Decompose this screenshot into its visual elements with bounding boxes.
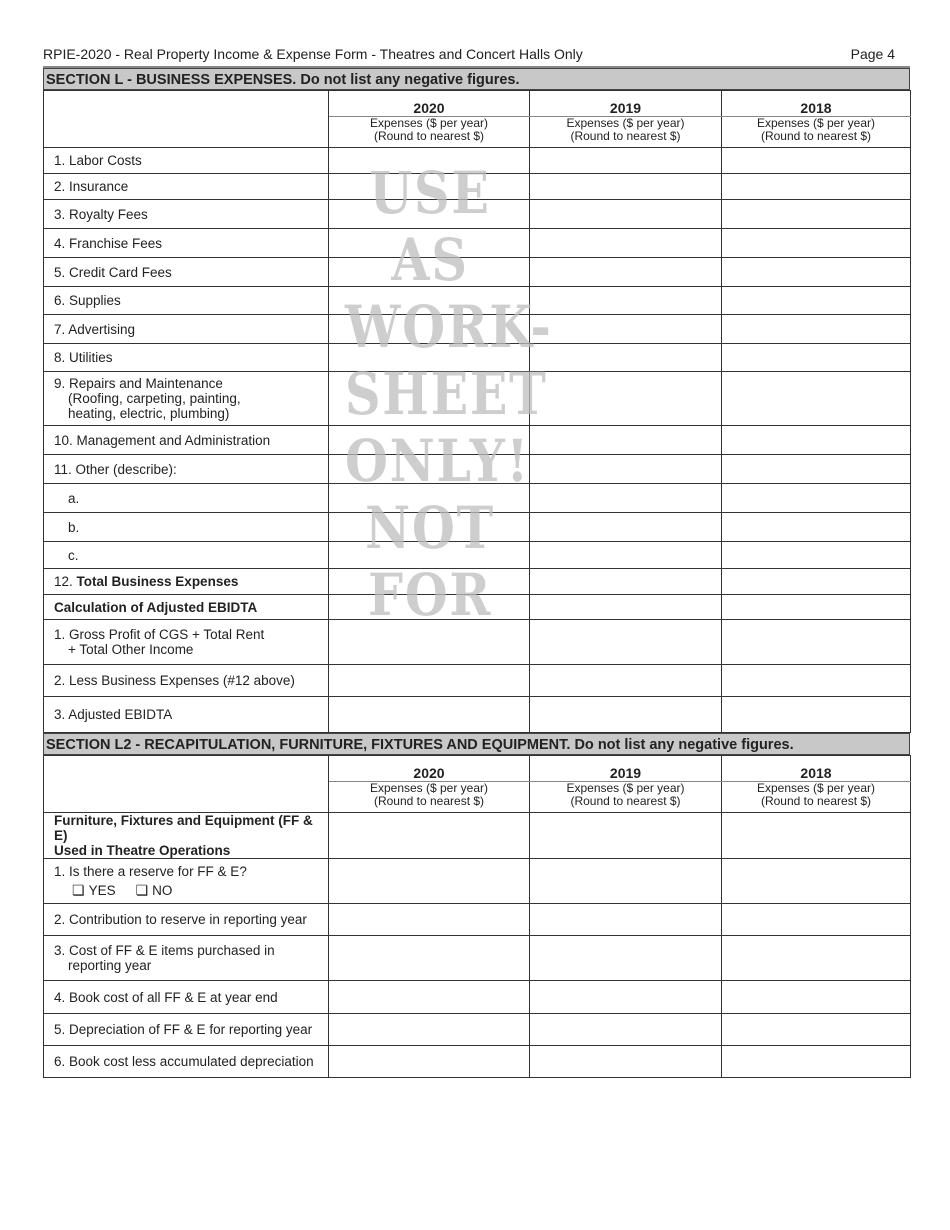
amount-input-2018[interactable] <box>722 258 911 287</box>
amount-input-2020[interactable] <box>329 258 530 287</box>
amount-input-2020[interactable] <box>329 344 530 372</box>
amount-input-2018[interactable] <box>722 1014 911 1046</box>
amount-input-2019[interactable] <box>530 258 722 287</box>
table-row <box>44 859 911 904</box>
amount-input-2019[interactable] <box>530 484 722 513</box>
table-row <box>44 620 911 665</box>
amount-input-2019[interactable] <box>530 981 722 1014</box>
amount-input-2019[interactable] <box>530 936 722 981</box>
row-label-cell <box>44 936 329 981</box>
page-number: Page 4 <box>850 46 895 62</box>
row-label-cell <box>44 229 329 258</box>
row-label: 6. Book cost less accumulated depreciation <box>54 1054 314 1069</box>
row-label: 3. Cost of FF & E items purchased in <box>54 943 275 958</box>
unit-line: Expenses ($ per year) <box>566 781 685 795</box>
row-label-cell <box>44 697 329 733</box>
row-label: Calculation of Adjusted EBIDTA <box>54 599 258 615</box>
amount-input-2019[interactable] <box>530 200 722 229</box>
amount-input-2018[interactable] <box>722 595 911 620</box>
amount-input-2018[interactable] <box>722 344 911 372</box>
table-row <box>44 372 911 426</box>
amount-input-2020[interactable] <box>329 174 530 200</box>
row-label-continuation: + Total Other Income <box>68 642 194 657</box>
amount-input-2018[interactable] <box>722 813 911 859</box>
rounding-line: (Round to nearest $) <box>373 129 485 143</box>
row-label: Furniture, Fixtures and Equipment (FF & E) <box>54 813 313 843</box>
amount-input-2018[interactable] <box>722 859 911 904</box>
amount-input-2019[interactable] <box>530 569 722 595</box>
row-label: Total Business Expenses <box>76 574 239 589</box>
row-label-cell <box>44 1046 329 1078</box>
amount-input-2020[interactable] <box>329 620 530 665</box>
amount-input-2020[interactable] <box>329 904 530 936</box>
row-number: 12. <box>54 574 77 589</box>
checkbox-icon: ❏ <box>135 881 149 898</box>
year-row <box>44 91 911 117</box>
amount-input-2018[interactable] <box>722 229 911 258</box>
amount-input-2019[interactable] <box>530 287 722 315</box>
amount-input-2020[interactable] <box>329 981 530 1014</box>
blank-header-cell <box>44 91 329 148</box>
amount-input-2018[interactable] <box>722 372 911 426</box>
section-l2-header: SECTION L2 - RECAPITULATION, FURNITURE, FIXTURES AND EQUIPMENT. Do not list any negative figures. <box>43 733 910 755</box>
form-title: RPIE-2020 - Real Property Income & Expense Form - Theatres and Concert Halls Only <box>43 46 583 62</box>
amount-input-2020[interactable] <box>329 287 530 315</box>
section-l-table <box>43 90 911 733</box>
amount-input-2018[interactable] <box>722 455 911 484</box>
row-label: 5. Depreciation of FF & E for reporting year <box>54 1022 313 1037</box>
row-label-cell <box>44 287 329 315</box>
row-label-continuation: (Roofing, carpeting, painting, <box>68 391 241 406</box>
row-label-cell <box>44 484 329 513</box>
year-row <box>44 756 911 782</box>
amount-input-2019[interactable] <box>530 315 722 344</box>
unit-line: Expenses ($ per year) <box>369 781 489 795</box>
table-row <box>44 936 911 981</box>
row-label-continuation: Used in Theatre Operations <box>54 843 231 858</box>
amount-input-2019[interactable] <box>530 620 722 665</box>
row-label: b. <box>68 519 80 535</box>
amount-input-2019[interactable] <box>530 513 722 542</box>
row-label-continuation: reporting year <box>68 958 152 973</box>
unit-line: Expenses ($ per year) <box>369 116 489 130</box>
amount-input-2019[interactable] <box>530 455 722 484</box>
amount-input-2019[interactable] <box>530 426 722 455</box>
table-row <box>44 258 911 287</box>
amount-input-2019[interactable] <box>530 595 722 620</box>
row-label-cell <box>44 542 329 569</box>
row-label: 4. Book cost of all FF & E at year end <box>54 989 278 1005</box>
table-row <box>44 229 911 258</box>
table-row <box>44 1014 911 1046</box>
row-label-cell <box>44 344 329 372</box>
row-label: 1. Is there a reserve for FF & E? <box>54 863 247 879</box>
row-label: 9. Repairs and Maintenance <box>54 376 223 391</box>
amount-input-2020[interactable] <box>329 372 530 426</box>
amount-input-2018[interactable] <box>722 904 911 936</box>
blank-header-cell <box>44 756 329 813</box>
amount-input-2019[interactable] <box>530 665 722 697</box>
row-label-cell <box>44 315 329 344</box>
row-label-cell <box>44 595 329 620</box>
year-header-2020: 2020 <box>329 91 530 117</box>
amount-input-2018[interactable] <box>722 200 911 229</box>
table-row <box>44 344 911 372</box>
expense-unit-label <box>722 782 911 813</box>
amount-input-2018[interactable] <box>722 174 911 200</box>
row-label-cell <box>44 148 329 174</box>
amount-input-2020[interactable] <box>329 665 530 697</box>
amount-input-2020[interactable] <box>329 1014 530 1046</box>
row-label-cell <box>44 813 329 859</box>
amount-input-2018[interactable] <box>722 542 911 569</box>
watermark-line: NOT <box>365 494 495 562</box>
no-label: NO <box>152 882 173 898</box>
row-label: 6. Supplies <box>54 293 121 308</box>
row-label-cell <box>44 174 329 200</box>
watermark-line: AS <box>391 226 469 294</box>
watermark-line: USE <box>369 159 491 227</box>
row-label: 11. Other (describe): <box>54 461 177 477</box>
checkbox-icon: ❏ <box>72 881 85 898</box>
amount-input-2018[interactable] <box>722 620 911 665</box>
amount-input-2018[interactable] <box>722 148 911 174</box>
table-row <box>44 595 911 620</box>
row-label-cell <box>44 455 329 484</box>
section-l2-table <box>43 755 911 1078</box>
table-row <box>44 513 911 542</box>
row-label: 3. Adjusted EBIDTA <box>54 707 173 722</box>
table-row <box>44 455 911 484</box>
year-header-2019: 2019 <box>530 91 722 117</box>
amount-input-2020[interactable] <box>329 455 530 484</box>
amount-input-2018[interactable] <box>722 315 911 344</box>
amount-input-2019[interactable] <box>530 859 722 904</box>
unit-line: Expenses ($ per year) <box>566 116 685 130</box>
amount-input-2019[interactable] <box>530 697 722 733</box>
table-row <box>44 542 911 569</box>
amount-input-2019[interactable] <box>530 148 722 174</box>
table-row <box>44 697 911 733</box>
row-label: a. <box>68 490 80 506</box>
amount-input-2018[interactable] <box>722 426 911 455</box>
year-header-2020: 2020 <box>329 756 530 782</box>
table-row <box>44 569 911 595</box>
amount-input-2020[interactable] <box>329 229 530 258</box>
row-label-continuation: heating, electric, plumbing) <box>68 406 230 421</box>
row-label: 7. Advertising <box>54 321 136 337</box>
rounding-line: (Round to nearest $) <box>760 129 872 143</box>
rounding-line: (Round to nearest $) <box>570 794 681 808</box>
amount-input-2019[interactable] <box>530 904 722 936</box>
table-row <box>44 484 911 513</box>
amount-input-2018[interactable] <box>722 484 911 513</box>
amount-input-2020[interactable] <box>329 148 530 174</box>
amount-input-2018[interactable] <box>722 665 911 697</box>
expense-unit-label <box>722 117 911 148</box>
amount-input-2020[interactable] <box>329 542 530 569</box>
row-label-cell <box>44 665 329 697</box>
year-header-2018: 2018 <box>722 756 911 782</box>
row-label: 1. Labor Costs <box>54 153 142 168</box>
yes-checkbox[interactable] <box>72 883 116 898</box>
amount-input-2020[interactable] <box>329 1046 530 1078</box>
amount-input-2018[interactable] <box>722 287 911 315</box>
amount-input-2018[interactable] <box>722 981 911 1014</box>
no-checkbox[interactable] <box>136 883 173 898</box>
reserve-options <box>54 882 328 899</box>
row-label-cell <box>44 620 329 665</box>
row-label-cell <box>44 569 329 595</box>
unit-line: Expenses ($ per year) <box>756 781 876 795</box>
table-row <box>44 1046 911 1078</box>
amount-input-2019[interactable] <box>530 344 722 372</box>
expense-unit-label <box>530 782 722 813</box>
expense-unit-label <box>329 782 530 813</box>
year-header-2018: 2018 <box>722 91 911 117</box>
amount-input-2020[interactable] <box>329 595 530 620</box>
row-label-cell <box>44 372 329 426</box>
amount-input-2020[interactable] <box>329 936 530 981</box>
row-label-cell <box>44 200 329 229</box>
row-label: 2. Contribution to reserve in reporting year <box>54 912 307 927</box>
row-label-cell <box>44 258 329 287</box>
amount-input-2019[interactable] <box>530 1046 722 1078</box>
amount-input-2020[interactable] <box>329 813 530 859</box>
table-row <box>44 981 911 1014</box>
expense-unit-label <box>530 117 722 148</box>
row-label: 8. Utilities <box>54 350 113 365</box>
amount-input-2019[interactable] <box>530 174 722 200</box>
amount-input-2020[interactable] <box>329 569 530 595</box>
row-label-cell <box>44 426 329 455</box>
amount-input-2018[interactable] <box>722 569 911 595</box>
unit-line: Expenses ($ per year) <box>756 116 876 130</box>
row-label-cell <box>44 1014 329 1046</box>
watermark-line: SHEET <box>345 360 548 428</box>
table-row <box>44 315 911 344</box>
row-label-cell <box>44 981 329 1014</box>
table-row <box>44 665 911 697</box>
table-row <box>44 287 911 315</box>
row-label: 5. Credit Card Fees <box>54 264 172 280</box>
amount-input-2019[interactable] <box>530 372 722 426</box>
watermark-line: WORK- <box>345 293 553 361</box>
row-label-cell <box>44 859 329 904</box>
section-l-header: SECTION L - BUSINESS EXPENSES. Do not list any negative figures. <box>43 68 910 90</box>
row-label: 2. Less Business Expenses (#12 above) <box>54 673 295 688</box>
amount-input-2020[interactable] <box>329 484 530 513</box>
row-label: 10. Management and Administration <box>54 432 271 448</box>
amount-input-2020[interactable] <box>329 315 530 344</box>
table-row <box>44 813 911 859</box>
row-label: 2. Insurance <box>54 179 129 194</box>
rounding-line: (Round to nearest $) <box>760 794 872 808</box>
amount-input-2018[interactable] <box>722 697 911 733</box>
amount-input-2019[interactable] <box>530 229 722 258</box>
watermark-line: ONLY! <box>345 427 530 495</box>
amount-input-2019[interactable] <box>530 542 722 569</box>
amount-input-2019[interactable] <box>530 1014 722 1046</box>
watermark-line: FOR <box>367 561 493 629</box>
table-row <box>44 904 911 936</box>
year-header-2019: 2019 <box>530 756 722 782</box>
table-row <box>44 148 911 174</box>
row-label: 4. Franchise Fees <box>54 235 163 251</box>
table-row <box>44 174 911 200</box>
yes-label: YES <box>88 882 116 898</box>
amount-input-2020[interactable] <box>329 859 530 904</box>
rounding-line: (Round to nearest $) <box>570 129 681 143</box>
table-row <box>44 426 911 455</box>
amount-input-2020[interactable] <box>329 697 530 733</box>
amount-input-2020[interactable] <box>329 513 530 542</box>
amount-input-2018[interactable] <box>722 936 911 981</box>
rounding-line: (Round to nearest $) <box>373 794 485 808</box>
amount-input-2020[interactable] <box>329 200 530 229</box>
row-label: c. <box>68 547 79 563</box>
amount-input-2020[interactable] <box>329 426 530 455</box>
amount-input-2018[interactable] <box>722 513 911 542</box>
row-label: 1. Gross Profit of CGS + Total Rent <box>54 627 265 642</box>
row-label-cell <box>44 904 329 936</box>
table-row <box>44 200 911 229</box>
row-label: 3. Royalty Fees <box>54 206 148 222</box>
amount-input-2019[interactable] <box>530 813 722 859</box>
row-label-cell <box>44 513 329 542</box>
amount-input-2018[interactable] <box>722 1046 911 1078</box>
expense-unit-label <box>329 117 530 148</box>
